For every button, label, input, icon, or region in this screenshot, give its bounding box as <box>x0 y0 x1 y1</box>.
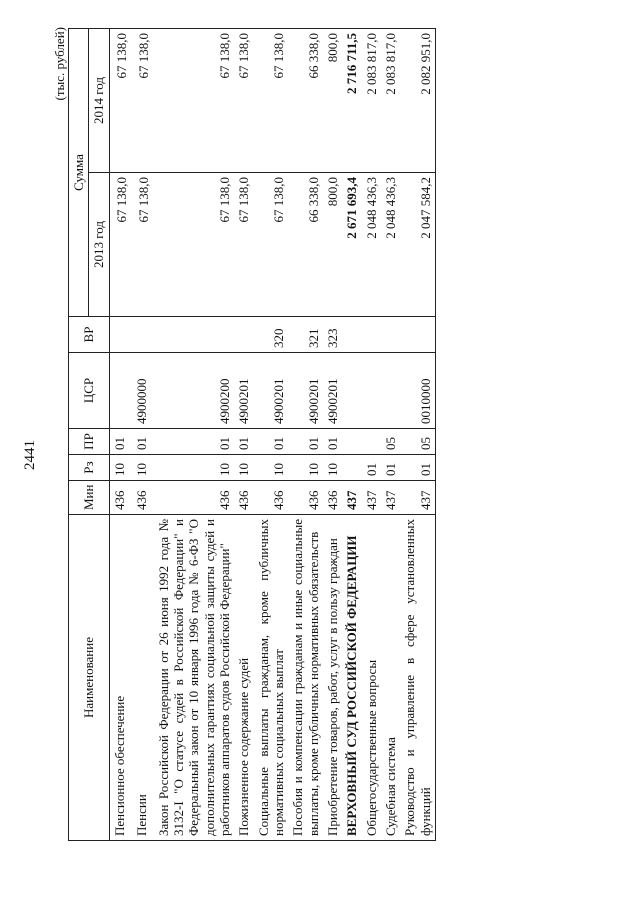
table-row <box>381 29 400 841</box>
cell-min: 436 <box>288 481 323 515</box>
cell-2014: 67 138,0 <box>132 29 154 173</box>
header-row-1 <box>69 29 89 841</box>
header-2014: 2014 год <box>89 29 109 173</box>
cell-csr: 0010000 <box>400 353 435 429</box>
cell-vr <box>381 317 400 353</box>
cell-name: Пенсии <box>132 515 154 841</box>
cell-2013: 67 138,0 <box>109 173 132 317</box>
cell-pr <box>342 429 361 455</box>
cell-pr <box>362 429 381 455</box>
units-label: (тыс. рублей) <box>52 27 67 101</box>
cell-csr: 4900200 <box>154 353 235 429</box>
cell-2014: 67 138,0 <box>234 29 253 173</box>
cell-name: Руководство и управление в сфере установленных функций <box>400 515 435 841</box>
cell-2013: 2 047 584,2 <box>400 173 435 317</box>
cell-pr: 01 <box>288 429 323 455</box>
header-2013: 2013 год <box>89 173 109 317</box>
table-row <box>288 29 323 841</box>
cell-rz: 10 <box>234 455 253 481</box>
page-number: 2441 <box>22 440 38 470</box>
header-pr: ПР <box>69 429 110 455</box>
cell-min: 436 <box>254 481 289 515</box>
cell-csr: 4900201 <box>234 353 253 429</box>
cell-csr <box>342 353 361 429</box>
header-min: Мин <box>69 481 110 515</box>
cell-vr <box>109 317 132 353</box>
budget-table <box>68 28 436 841</box>
cell-vr <box>342 317 361 353</box>
cell-2014: 67 138,0 <box>154 29 235 173</box>
cell-2013: 66 338,0 <box>288 173 323 317</box>
header-sum: Сумма <box>69 29 89 317</box>
cell-2014: 2 083 817,0 <box>381 29 400 173</box>
cell-rz: 10 <box>323 455 342 481</box>
cell-pr: 01 <box>132 429 154 455</box>
table-row <box>154 29 235 841</box>
cell-pr: 01 <box>154 429 235 455</box>
table-row <box>109 29 132 841</box>
cell-rz <box>342 455 361 481</box>
cell-csr: 4900201 <box>288 353 323 429</box>
table-row <box>132 29 154 841</box>
cell-2014: 67 138,0 <box>109 29 132 173</box>
cell-2014: 2 716 711,5 <box>342 29 361 173</box>
cell-name: Приобретение товаров, работ, услуг в пользу граждан <box>323 515 342 841</box>
cell-pr: 01 <box>323 429 342 455</box>
cell-rz: 10 <box>254 455 289 481</box>
header-rz: Рз <box>69 455 110 481</box>
cell-min: 436 <box>154 481 235 515</box>
cell-min: 437 <box>381 481 400 515</box>
table-row <box>362 29 381 841</box>
cell-2013: 67 138,0 <box>154 173 235 317</box>
cell-vr <box>154 317 235 353</box>
table-row <box>342 29 361 841</box>
cell-min: 436 <box>109 481 132 515</box>
cell-csr: 4900201 <box>254 353 289 429</box>
cell-csr: 4900201 <box>323 353 342 429</box>
table-row <box>323 29 342 841</box>
cell-2014: 2 083 817,0 <box>362 29 381 173</box>
cell-2013: 800,0 <box>323 173 342 317</box>
cell-vr: 321 <box>288 317 323 353</box>
cell-name: ВЕРХОВНЫЙ СУД РОССИЙСКОЙ ФЕДЕРАЦИИ <box>342 515 361 841</box>
cell-min: 436 <box>323 481 342 515</box>
cell-2013: 2 048 436,3 <box>362 173 381 317</box>
cell-rz: 01 <box>381 455 400 481</box>
cell-rz: 10 <box>288 455 323 481</box>
cell-min: 437 <box>342 481 361 515</box>
cell-2013: 67 138,0 <box>254 173 289 317</box>
cell-2014: 67 138,0 <box>254 29 289 173</box>
cell-name: Пожизненное содержание судей <box>234 515 253 841</box>
cell-min: 436 <box>234 481 253 515</box>
cell-pr: 05 <box>400 429 435 455</box>
cell-rz: 10 <box>154 455 235 481</box>
cell-2013: 2 671 693,4 <box>342 173 361 317</box>
cell-vr <box>234 317 253 353</box>
cell-csr: 4900000 <box>132 353 154 429</box>
cell-2014: 2 082 951,0 <box>400 29 435 173</box>
cell-name: Пенсионное обеспечение <box>109 515 132 841</box>
header-name: Наименование <box>69 515 110 841</box>
cell-vr: 323 <box>323 317 342 353</box>
cell-pr: 01 <box>254 429 289 455</box>
header-vr: ВР <box>69 317 110 353</box>
cell-2014: 800,0 <box>323 29 342 173</box>
cell-2013: 67 138,0 <box>132 173 154 317</box>
cell-min: 436 <box>132 481 154 515</box>
cell-csr <box>109 353 132 429</box>
header-csr: ЦСР <box>69 353 110 429</box>
cell-2014: 66 338,0 <box>288 29 323 173</box>
cell-name: Судебная система <box>381 515 400 841</box>
cell-vr <box>362 317 381 353</box>
cell-rz: 10 <box>132 455 154 481</box>
cell-name: Общегосударственные вопросы <box>362 515 381 841</box>
cell-min: 437 <box>400 481 435 515</box>
table-body <box>109 29 435 841</box>
cell-rz: 01 <box>362 455 381 481</box>
cell-min: 437 <box>362 481 381 515</box>
cell-vr <box>132 317 154 353</box>
cell-csr <box>362 353 381 429</box>
cell-name: Закон Российской Федерации от 26 июня 1992 года № 3132-I "О статусе судей в Российской Федерации" и Федеральный закон от 10 января 1996 года № 6-ФЗ "О дополнительных гарантиях социальной защиты судей и работников аппаратов судов Российской Федерации" <box>154 515 235 841</box>
cell-pr: 01 <box>234 429 253 455</box>
cell-2013: 67 138,0 <box>234 173 253 317</box>
table-row <box>400 29 435 841</box>
cell-2013: 2 048 436,3 <box>381 173 400 317</box>
cell-pr: 05 <box>381 429 400 455</box>
cell-rz: 01 <box>400 455 435 481</box>
table-row <box>254 29 289 841</box>
cell-csr <box>381 353 400 429</box>
cell-name: Социальные выплаты гражданам, кроме публичных нормативных социальных выплат <box>254 515 289 841</box>
cell-vr: 320 <box>254 317 289 353</box>
table-row <box>234 29 253 841</box>
cell-vr <box>400 317 435 353</box>
cell-pr: 01 <box>109 429 132 455</box>
cell-name: Пособия и компенсации гражданам и иные социальные выплаты, кроме публичных нормативных обязательств <box>288 515 323 841</box>
cell-rz: 10 <box>109 455 132 481</box>
